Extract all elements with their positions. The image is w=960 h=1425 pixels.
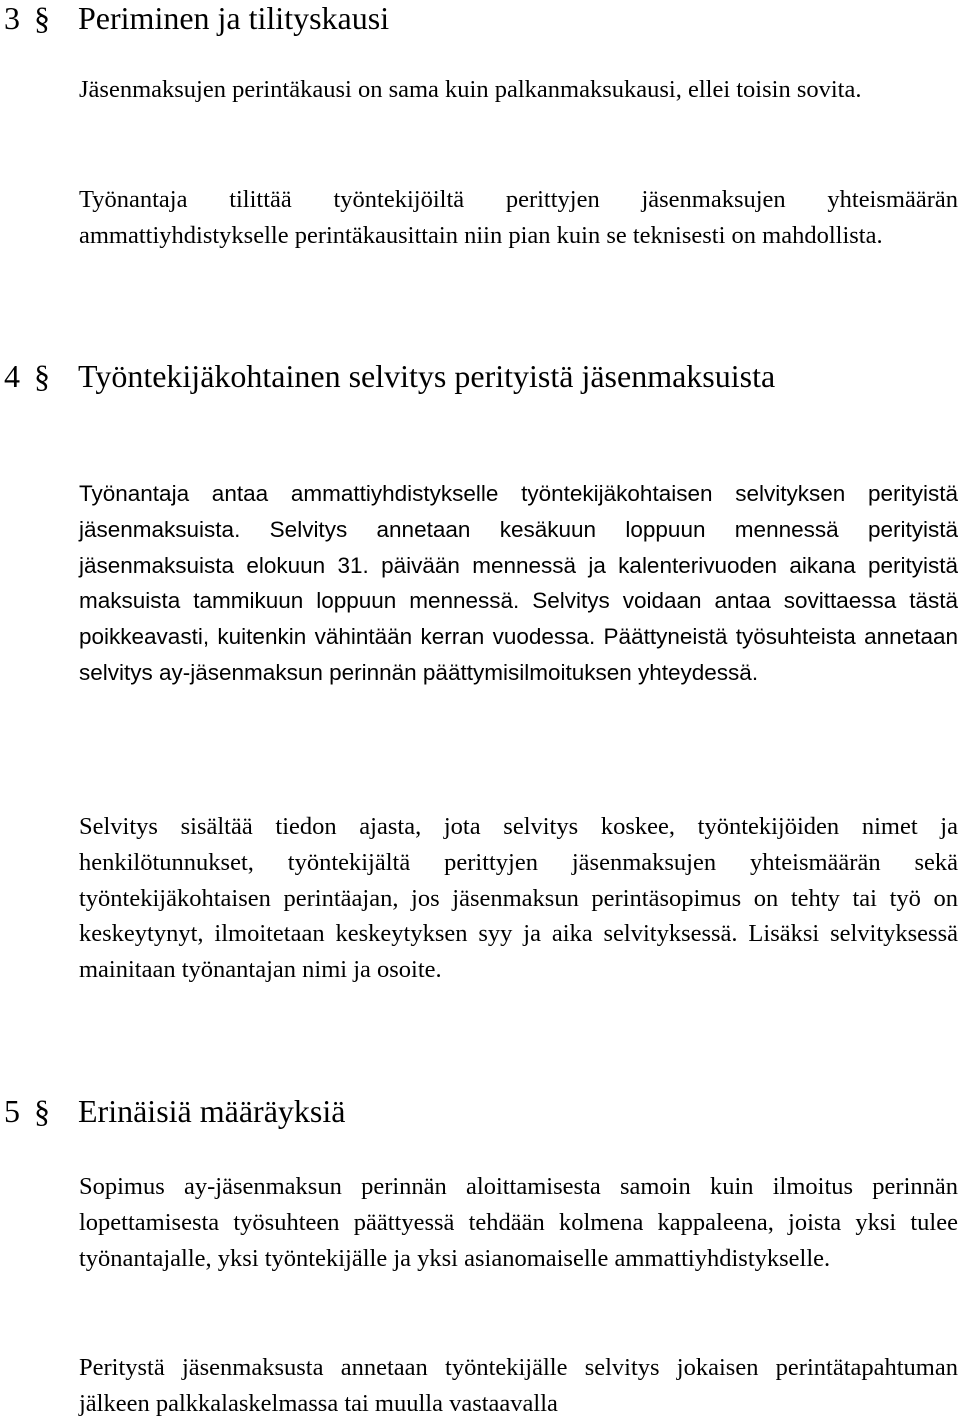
paragraph: Selvitys sisältää tiedon ajasta, jota selvitys koskee, työntekijöiden nimet ja henkilötunnukset, työntekijältä perittyjen jäsenmaksujen yhteismäärän sekä työntekijäkohtaisen perintäajan, jos jäsenmaksun perintäsopimus on tehty tai työ on keskeytynyt, ilmoitetaan keskeytyksen syy ja aika selvityksessä. Lisäksi selvityksessä mainitaan työnantajan nimi ja osoite. xyxy=(79,813,958,984)
section-4-heading xyxy=(0,358,945,395)
section-number: 5 xyxy=(4,1093,20,1129)
section-symbol: § xyxy=(34,1093,50,1129)
section-number: 4 xyxy=(4,358,20,394)
section-number: 3 xyxy=(4,0,20,36)
section-symbol: § xyxy=(34,0,50,36)
paragraph: Työnantaja tilittää työntekijöiltä perittyjen jäsenmaksujen yhteismäärän ammattiyhdistykselle perintäkausittain niin pian kuin se teknisesti on mahdollista. xyxy=(79,186,958,249)
section-3-heading xyxy=(0,0,945,37)
paragraph: Työnantaja antaa ammattiyhdistykselle työntekijäkohtaisen selvityksen perityistä jäsenmaksuista. Selvitys annetaan kesäkuun loppuun mennessä perityistä jäsenmaksuista elokuun 31. päivään mennessä ja kalenterivuoden aikana perityistä maksuista tammikuun loppuun mennessä. Selvitys voidaan antaa sovittaessa tästä poikkeavasti, kuitenkin vähintään kerran vuodessa. Päättyneistä työsuhteista annetaan selvitys ay-jäsenmaksun perinnän päättymisilmoituksen yhteydessä. xyxy=(79,481,958,685)
section-symbol: § xyxy=(34,358,50,394)
paragraph: Peritystä jäsenmaksusta annetaan työntekijälle selvitys jokaisen perintätapahtuman jälkeen palkkalaskelmassa tai muulla vastaavalla xyxy=(79,1354,958,1417)
paragraph: Jäsenmaksujen perintäkausi on sama kuin palkanmaksukausi, ellei toisin sovita. xyxy=(79,76,862,103)
section-5-heading xyxy=(0,1093,945,1130)
section-title: Periminen ja tilityskausi xyxy=(78,0,390,36)
paragraph: Sopimus ay-jäsenmaksun perinnän aloittamisesta samoin kuin ilmoitus perinnän lopettamisesta työsuhteen päättyessä tehdään kolmena kappaleena, joista yksi tulee työnantajalle, yksi työntekijälle ja yksi asianomaiselle ammattiyhdistykselle. xyxy=(79,1173,958,1272)
section-title: Erinäisiä määräyksiä xyxy=(78,1093,346,1129)
section-title: Työntekijäkohtainen selvitys perityistä jäsenmaksuista xyxy=(78,358,776,394)
